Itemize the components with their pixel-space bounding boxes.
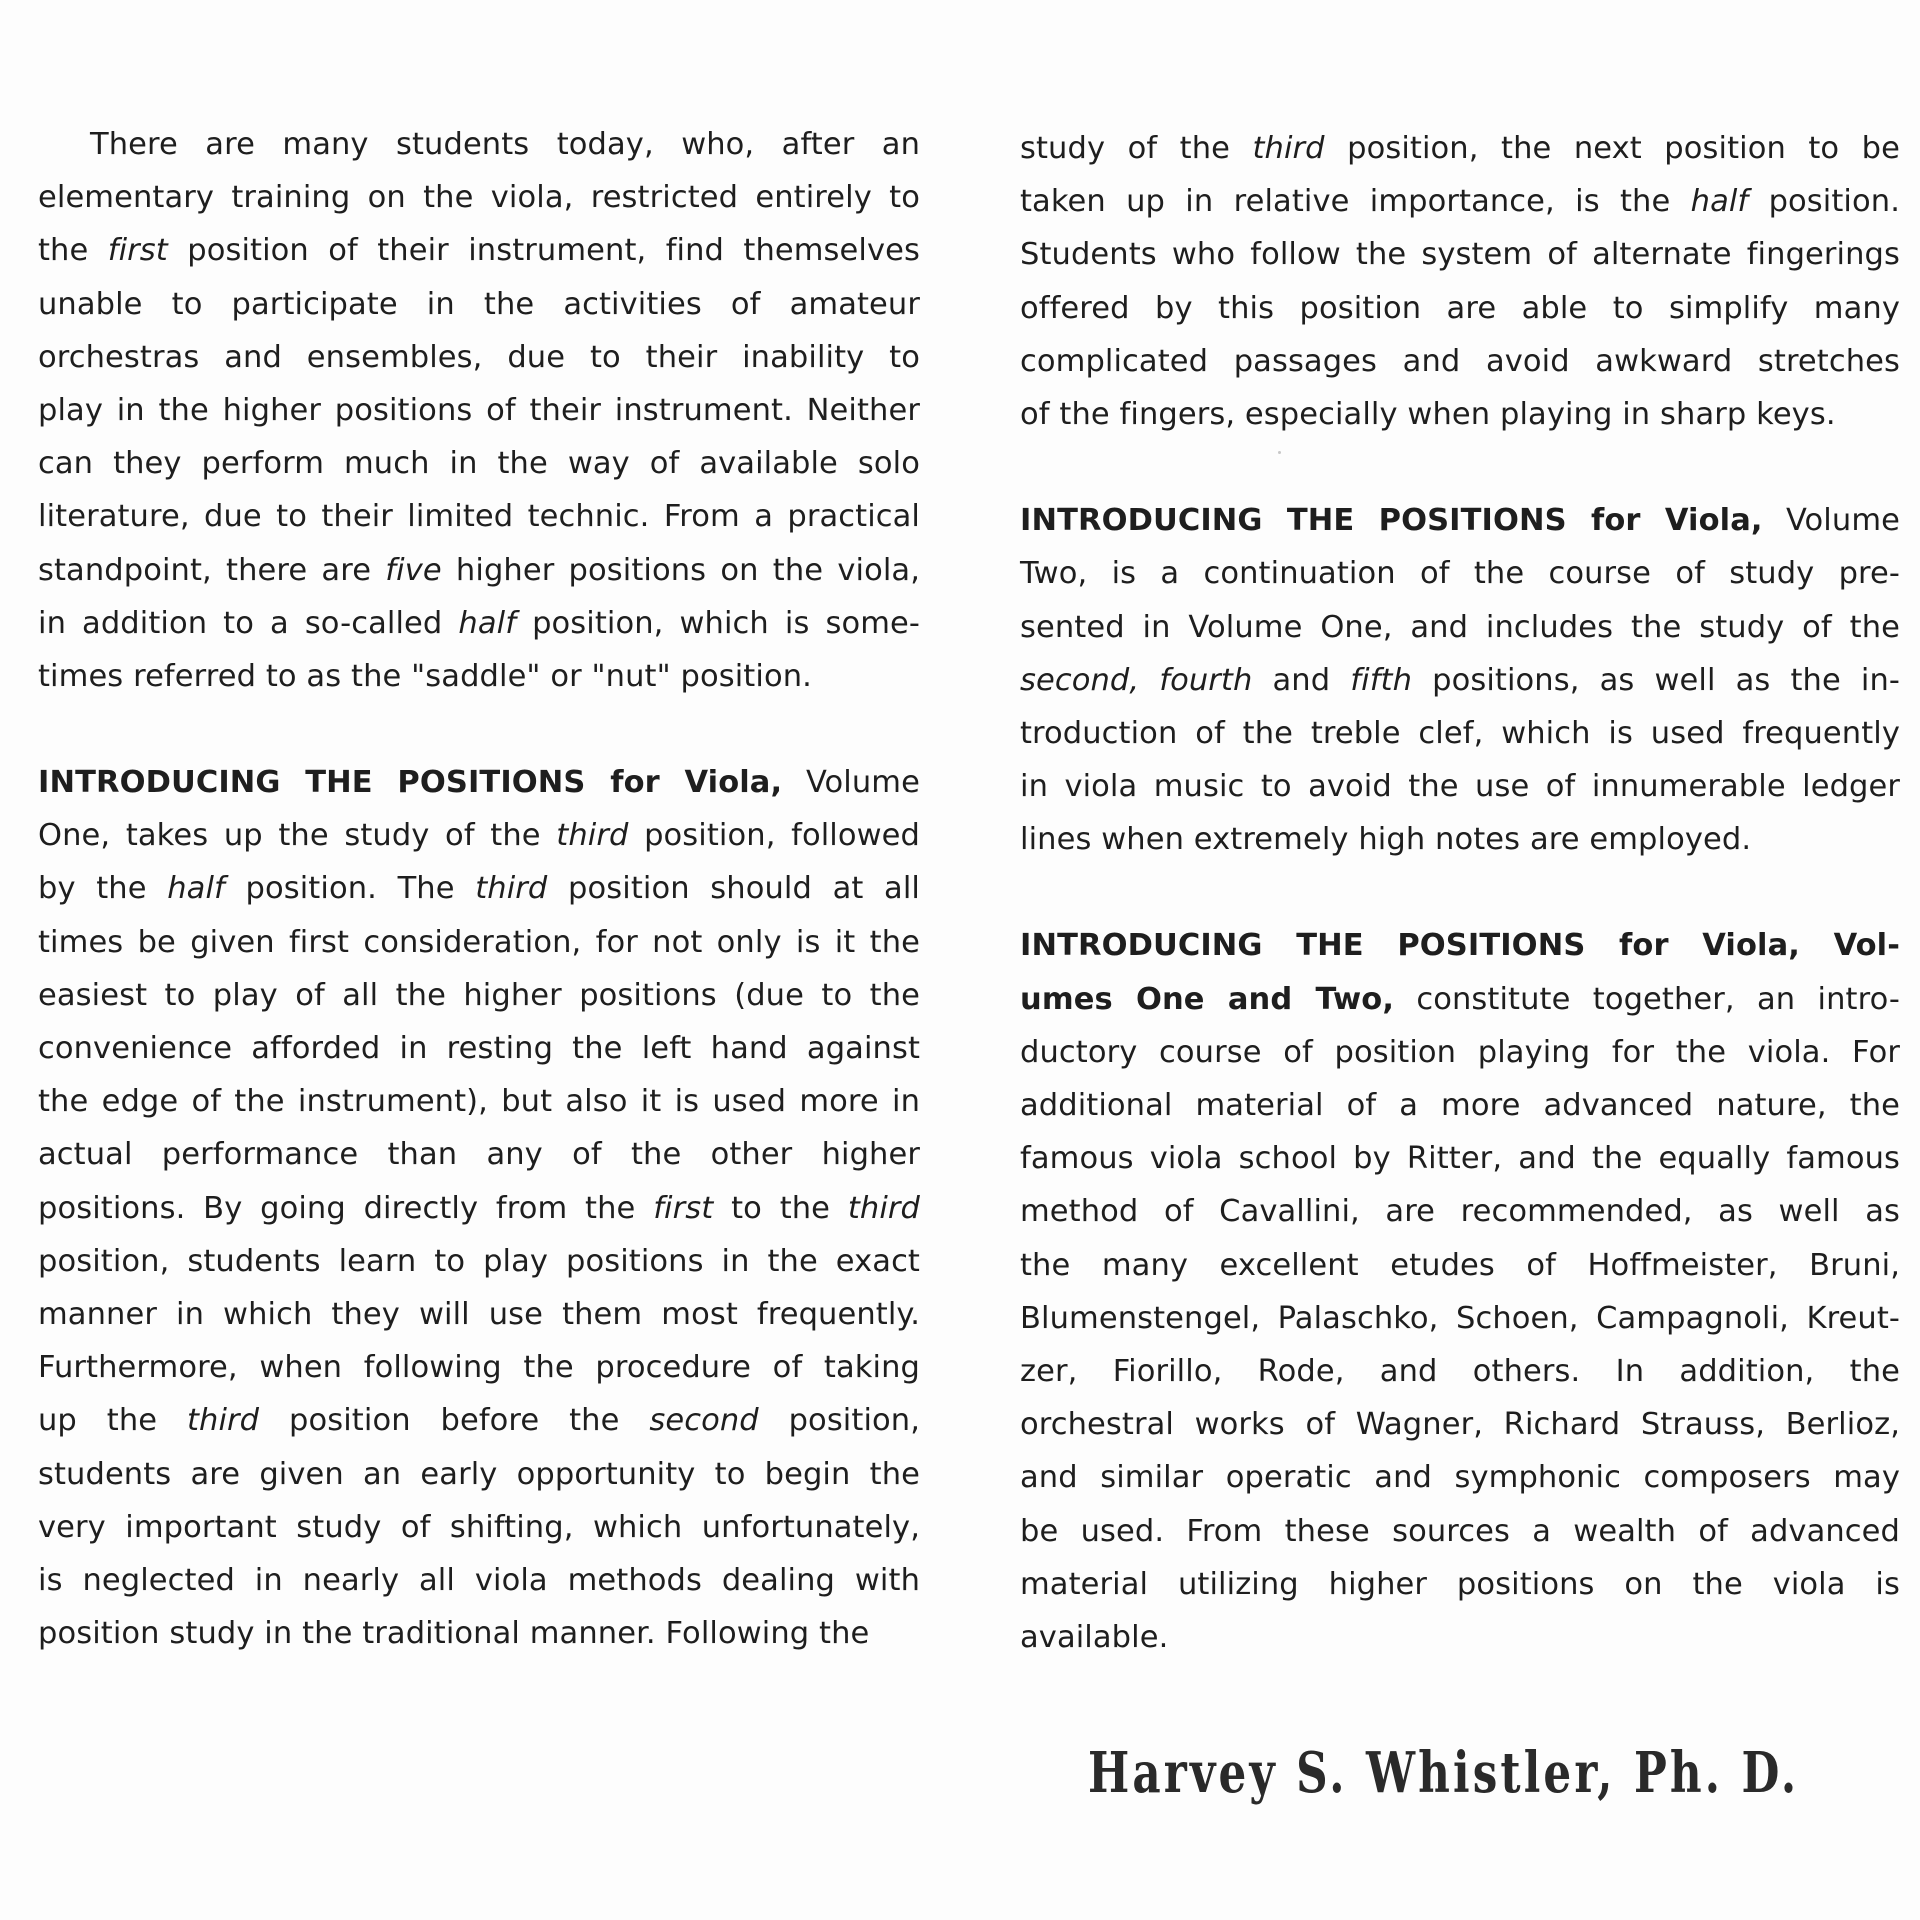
- emphasis-text: third: [847, 1190, 921, 1226]
- emphasis-text: first: [653, 1190, 714, 1226]
- body-text: students are given an early opportunity to begin the: [38, 1456, 920, 1492]
- body-text: play in the higher positions of their instrument. Neither: [38, 392, 920, 428]
- body-text: by the: [38, 871, 168, 907]
- book-title-text: INTRODUCING THE POSITIONS for Viola, Vol-: [1020, 928, 1900, 964]
- text-line: [38, 1022, 920, 1075]
- emphasis-text: third: [186, 1403, 260, 1439]
- text-line: [38, 171, 920, 224]
- body-text: position, the next position to be: [1324, 131, 1900, 166]
- text-line: [38, 1182, 920, 1235]
- text-line: [1020, 547, 1900, 600]
- emphasis-text: half: [1690, 184, 1749, 220]
- body-text: times referred to as the "saddle" or "nut" position.: [38, 658, 812, 694]
- text-line: [1020, 654, 1900, 707]
- emphasis-text: fourth: [1159, 662, 1253, 698]
- body-text: [1139, 663, 1159, 698]
- text-line: [1020, 1292, 1900, 1345]
- text-line: [38, 278, 920, 331]
- text-line: [38, 1501, 920, 1554]
- body-text: and similar operatic and symphonic composers may: [1020, 1460, 1900, 1496]
- text-line: [38, 756, 920, 809]
- body-text: is neglected in nearly all viola methods dealing with: [38, 1562, 920, 1598]
- paragraph: [1020, 494, 1900, 866]
- text-line: [38, 1128, 920, 1181]
- emphasis-text: five: [385, 552, 442, 588]
- paragraph-gap: [38, 703, 920, 756]
- text-line: [1020, 1345, 1900, 1398]
- body-text: actual performance than any of the other higher: [38, 1137, 920, 1173]
- body-text: Two, is a continuation of the course of study pre-: [1020, 556, 1900, 592]
- body-text: position of their instrument, find themselves: [167, 233, 920, 269]
- text-line: [38, 1341, 920, 1394]
- book-title-text: umes One and Two,: [1020, 981, 1395, 1017]
- book-title-text: INTRODUCING THE POSITIONS for Viola,: [1020, 503, 1763, 539]
- body-text: sented in Volume One, and includes the study of the: [1020, 609, 1900, 645]
- body-text: One, takes up the study of the: [38, 818, 557, 854]
- text-line: [1020, 601, 1900, 654]
- text-line: [38, 916, 920, 969]
- text-line: [38, 437, 920, 490]
- body-text: study of the: [1020, 131, 1253, 166]
- right-column: [1020, 122, 1900, 1664]
- body-text: and: [1252, 662, 1351, 698]
- body-text: of the fingers, especially when playing in sharp keys.: [1020, 396, 1836, 432]
- text-line: [1020, 1026, 1900, 1079]
- body-text: method of Cavallini, are recommended, as well as: [1020, 1194, 1900, 1230]
- body-text: position, followed: [628, 818, 920, 854]
- body-text: elementary training on the viola, restricted entirely to: [38, 180, 920, 216]
- body-text: position, students learn to play positions in the exact: [38, 1243, 920, 1279]
- emphasis-text: fifth: [1350, 662, 1413, 698]
- body-text: the many excellent etudes of Hoffmeister, Bruni,: [1020, 1247, 1900, 1283]
- text-line: [38, 1607, 920, 1660]
- body-text: Students who follow the system of alternate fingerings: [1020, 237, 1900, 273]
- text-line: [1020, 282, 1900, 335]
- body-text: the: [38, 233, 108, 269]
- text-line: [1020, 1558, 1900, 1611]
- text-line: [1020, 122, 1900, 175]
- body-text: convenience afforded in resting the left hand against: [38, 1031, 920, 1066]
- text-line: [38, 1288, 920, 1341]
- text-line: [38, 1554, 920, 1607]
- body-text: famous viola school by Ritter, and the equally famous: [1020, 1141, 1900, 1177]
- text-line: [1020, 1239, 1900, 1292]
- text-line: [38, 1448, 920, 1501]
- body-text: offered by this position are able to simplify many: [1020, 290, 1900, 326]
- text-line: [38, 224, 920, 277]
- text-line: [1020, 1398, 1900, 1451]
- body-text: lines when extremely high notes are employed.: [1020, 822, 1752, 858]
- body-text: up the: [38, 1403, 187, 1439]
- body-text: position should at all: [547, 871, 920, 907]
- text-line: [1020, 175, 1900, 228]
- paragraph: [38, 756, 920, 1660]
- body-text: orchestral works of Wagner, Richard Strauss, Berlioz,: [1020, 1407, 1900, 1443]
- emphasis-text: third: [556, 818, 629, 854]
- body-text: Volume: [782, 765, 920, 801]
- body-text: literature, due to their limited technic. From a practical: [38, 499, 920, 535]
- body-text: Furthermore, when following the procedure of taking: [38, 1350, 920, 1386]
- text-line: [38, 1394, 920, 1447]
- body-text: higher positions on the viola,: [441, 552, 920, 588]
- body-text: complicated passages and avoid awkward stretches: [1020, 343, 1900, 379]
- emphasis-text: third: [1252, 131, 1325, 166]
- emphasis-text: third: [475, 871, 548, 907]
- body-text: Blumenstengel, Palaschko, Schoen, Campagnoli, Kreut-: [1020, 1300, 1900, 1336]
- body-text: standpoint, there are: [38, 552, 386, 588]
- paragraph: [38, 118, 920, 703]
- body-text: constitute together, an intro-: [1394, 981, 1901, 1017]
- body-text: additional material of a more advanced nature, the: [1020, 1088, 1900, 1123]
- text-line: [1020, 1505, 1900, 1558]
- emphasis-text: half: [458, 605, 517, 641]
- text-line: [38, 384, 920, 437]
- body-text: available.: [1020, 1619, 1169, 1655]
- emphasis-text: second: [649, 1403, 759, 1439]
- body-text: orchestras and ensembles, due to their inability to: [38, 339, 920, 375]
- text-line: [1020, 707, 1900, 760]
- body-text: very important study of shifting, which unfortunately,: [38, 1509, 920, 1545]
- body-text: times be given first consideration, for not only is it the: [38, 924, 920, 960]
- body-text: to the: [713, 1190, 848, 1226]
- body-text: position, which is some-: [516, 605, 920, 641]
- left-column: [38, 118, 920, 1660]
- text-line: [38, 544, 920, 597]
- body-text: There are many students today, who, after an: [90, 127, 920, 162]
- text-line: [1020, 1611, 1900, 1664]
- body-text: unable to participate in the activities of amateur: [38, 286, 920, 322]
- text-line: [38, 490, 920, 543]
- text-line: [38, 331, 920, 384]
- body-text: material utilizing higher positions on the viola is: [1020, 1566, 1900, 1602]
- paragraph: [1020, 122, 1900, 441]
- body-text: the edge of the instrument), but also it is used more in: [38, 1084, 920, 1120]
- author-signature: Harvey S. Whistler, Ph. D.: [1088, 1740, 1800, 1806]
- body-text: manner in which they will use them most frequently.: [38, 1296, 920, 1332]
- text-line: [1020, 1185, 1900, 1238]
- body-text: positions, as well as the in-: [1412, 662, 1901, 698]
- scan-speck: [1278, 451, 1281, 454]
- body-text: easiest to play of all the higher positions (due to the: [38, 977, 920, 1013]
- body-text: can they perform much in the way of available solo: [38, 446, 920, 482]
- body-text: ductory course of position playing for the viola. For: [1020, 1034, 1900, 1070]
- body-text: positions. By going directly from the: [38, 1190, 654, 1226]
- paragraph-gap: [1020, 866, 1900, 919]
- text-line: [1020, 335, 1900, 388]
- text-line: [38, 597, 920, 650]
- text-line: [1020, 973, 1900, 1026]
- text-line: [38, 1075, 920, 1128]
- text-line: [1020, 760, 1900, 813]
- body-text: in addition to a so-called: [38, 605, 459, 641]
- body-text: position,: [758, 1403, 921, 1439]
- body-text: Volume: [1762, 503, 1900, 539]
- text-line: [38, 969, 920, 1022]
- text-line: [38, 650, 920, 703]
- text-line: [38, 1235, 920, 1288]
- text-line: [1020, 494, 1900, 547]
- body-text: position.: [1748, 184, 1900, 220]
- text-line: [38, 118, 920, 171]
- text-line: [1020, 228, 1900, 281]
- body-text: position before the: [259, 1403, 650, 1439]
- emphasis-text: second,: [1020, 662, 1140, 698]
- body-text: in viola music to avoid the use of innumerable ledger: [1020, 769, 1900, 805]
- text-line: [1020, 1451, 1900, 1504]
- emphasis-text: first: [107, 233, 168, 269]
- paragraph-gap: [1020, 441, 1900, 494]
- body-text: troduction of the treble clef, which is used frequently: [1020, 715, 1900, 751]
- body-text: be used. From these sources a wealth of advanced: [1020, 1513, 1900, 1549]
- body-text: zer, Fiorillo, Rode, and others. In addition, the: [1020, 1353, 1900, 1389]
- body-text: position study in the traditional manner. Following the: [38, 1616, 870, 1652]
- text-line: [38, 862, 920, 915]
- paragraph: [1020, 919, 1900, 1664]
- text-line: [1020, 919, 1900, 972]
- text-line: [1020, 813, 1900, 866]
- text-line: [1020, 1079, 1900, 1132]
- emphasis-text: half: [167, 871, 225, 907]
- book-title-text: INTRODUCING THE POSITIONS for Viola,: [38, 765, 783, 801]
- text-line: [38, 809, 920, 862]
- body-text: taken up in relative importance, is the: [1020, 184, 1691, 220]
- text-line: [1020, 1132, 1900, 1185]
- text-line: [1020, 388, 1900, 441]
- body-text: position. The: [224, 871, 476, 907]
